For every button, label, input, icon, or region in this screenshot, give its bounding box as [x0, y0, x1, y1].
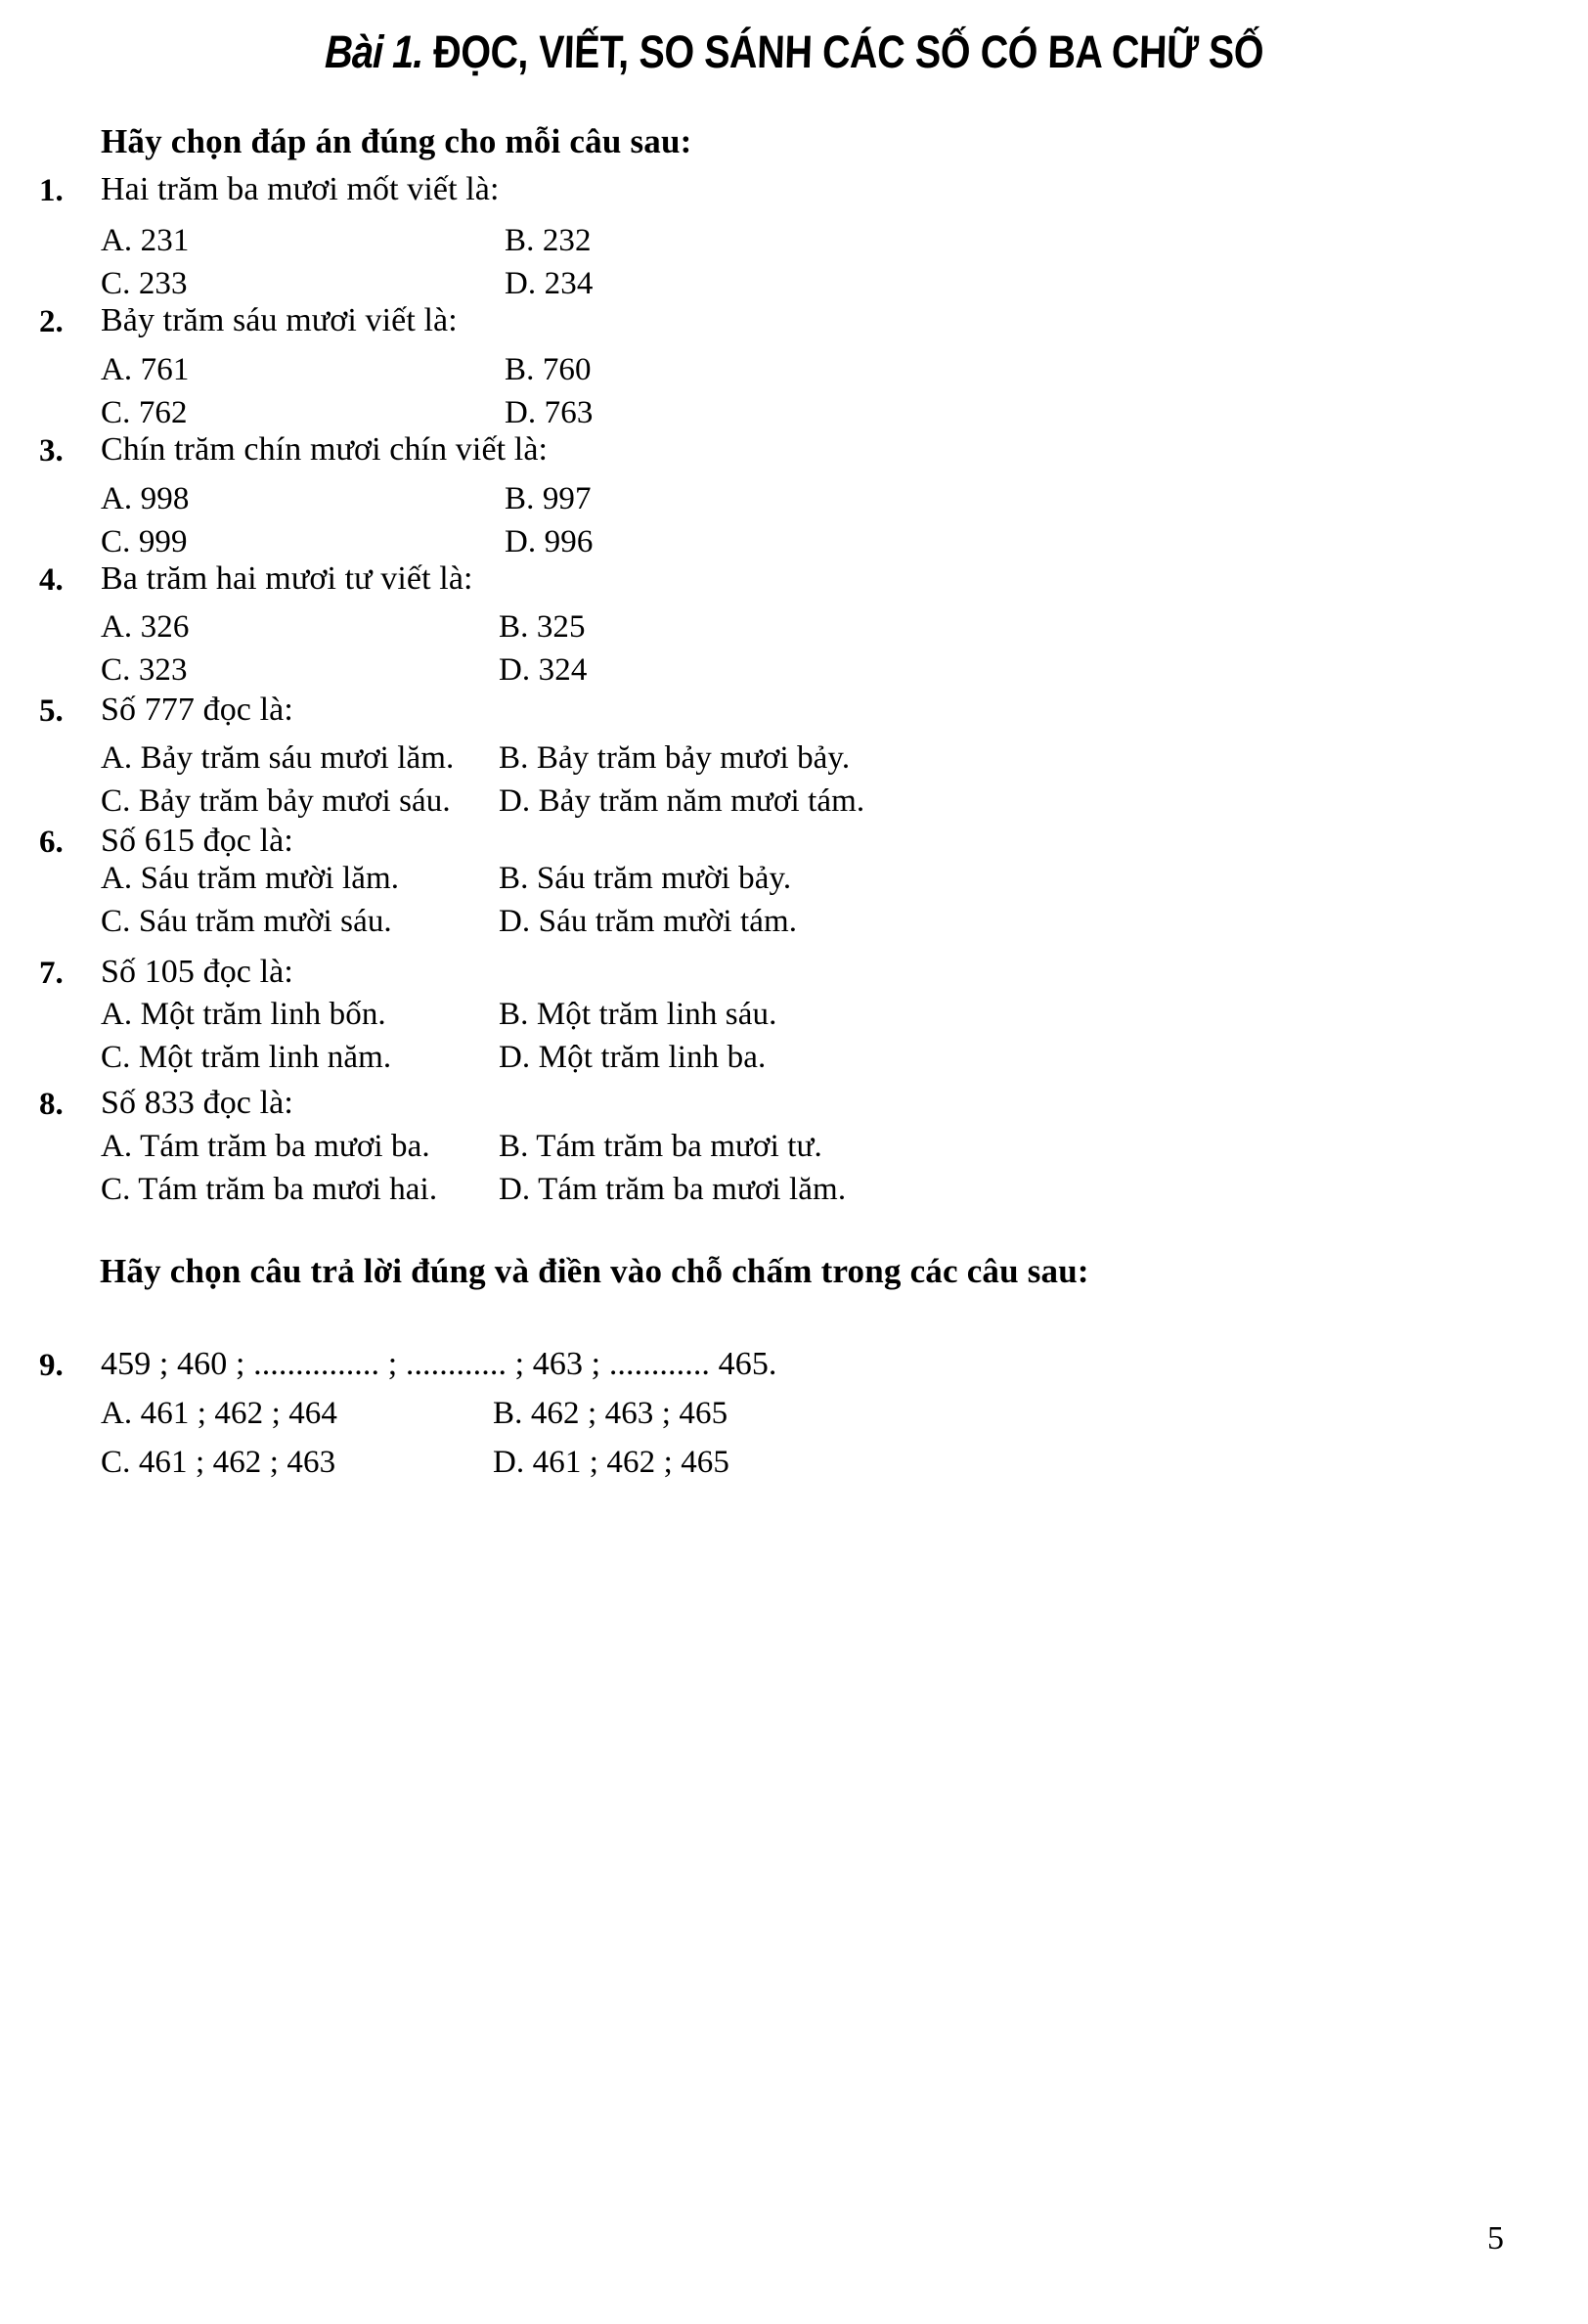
option-label: B. — [499, 1129, 529, 1164]
option-c[interactable] — [101, 652, 188, 689]
option-c[interactable] — [101, 524, 188, 560]
option-d[interactable] — [499, 652, 587, 689]
option-label: B. — [499, 740, 529, 776]
option-b[interactable] — [499, 609, 586, 646]
option-value: 997 — [542, 481, 592, 516]
question-number: 7. — [39, 956, 64, 991]
option-value: Tám trăm ba mươi ba. — [140, 1129, 430, 1164]
option-value: 996 — [544, 524, 594, 559]
question-text: Chín trăm chín mươi chín viết là: — [101, 431, 549, 468]
option-value: 763 — [544, 395, 594, 430]
option-value: 326 — [140, 609, 190, 645]
option-a[interactable] — [101, 481, 189, 517]
option-label: D. — [493, 1445, 525, 1480]
option-value: 461 ; 462 ; 464 — [140, 1396, 337, 1431]
option-value: Một trăm linh bốn. — [140, 997, 386, 1032]
question-text: Số 833 đọc là: — [101, 1085, 293, 1121]
option-label: A. — [101, 609, 133, 645]
option-label: B. — [499, 609, 529, 645]
option-c[interactable] — [101, 395, 188, 431]
option-label: B. — [505, 223, 535, 258]
option-c[interactable] — [101, 266, 188, 302]
option-value: Một trăm linh sáu. — [536, 997, 777, 1032]
option-value: Tám trăm ba mươi hai. — [138, 1172, 438, 1207]
question-text: Số 615 đọc là: — [101, 823, 293, 859]
page-title — [0, 27, 1588, 75]
option-value: Bảy trăm năm mươi tám. — [538, 783, 865, 819]
question-text: Số 777 đọc là: — [101, 692, 293, 728]
question-number: 4. — [39, 562, 64, 598]
option-label: D. — [499, 1172, 531, 1207]
option-label: A. — [101, 223, 133, 258]
page-title-text — [324, 27, 1263, 75]
lesson-label: Bài 1. — [324, 25, 424, 77]
option-value: 999 — [138, 524, 188, 559]
option-label: C. — [101, 904, 131, 939]
option-c[interactable] — [101, 904, 392, 940]
option-label: A. — [101, 997, 133, 1032]
option-b[interactable] — [499, 997, 776, 1033]
option-value: Tám trăm ba mươi lăm. — [538, 1172, 847, 1207]
option-label: A. — [101, 1129, 133, 1164]
question-number: 1. — [39, 173, 64, 208]
option-label: C. — [101, 1172, 131, 1207]
option-value: Bảy trăm sáu mươi lăm. — [140, 740, 455, 776]
option-label: D. — [499, 904, 531, 939]
option-a[interactable] — [101, 352, 189, 388]
option-value: Sáu trăm mười tám. — [538, 904, 798, 939]
option-a[interactable] — [101, 997, 386, 1033]
option-d[interactable] — [499, 1172, 846, 1208]
section2-instruction: Hãy chọn câu trả lời đúng và điền vào chỗ chấm trong các câu sau: — [100, 1252, 1089, 1290]
option-value: Sáu trăm mười sáu. — [138, 904, 392, 939]
option-label: B. — [499, 997, 529, 1032]
option-label: A. — [101, 740, 133, 776]
option-label: B. — [505, 481, 535, 516]
option-a[interactable] — [101, 609, 189, 646]
option-d[interactable] — [493, 1445, 729, 1481]
option-value: 760 — [542, 352, 592, 387]
option-d[interactable] — [499, 783, 864, 820]
question-number: 6. — [39, 825, 64, 860]
option-label: C. — [101, 266, 131, 301]
option-value: 233 — [138, 266, 188, 301]
option-label: D. — [505, 266, 537, 301]
option-label: C. — [101, 1040, 131, 1075]
option-label: D. — [505, 524, 537, 559]
option-b[interactable] — [499, 1129, 822, 1165]
option-value: 998 — [140, 481, 190, 516]
option-value: Một trăm linh năm. — [138, 1040, 392, 1075]
option-value: 231 — [140, 223, 190, 258]
option-value: 762 — [138, 395, 188, 430]
option-value: 461 ; 462 ; 465 — [532, 1445, 729, 1480]
option-value: 234 — [544, 266, 594, 301]
option-label: C. — [101, 524, 131, 559]
option-label: B. — [493, 1396, 523, 1431]
question-number: 3. — [39, 433, 64, 469]
option-label: B. — [499, 861, 529, 896]
option-value: Tám trăm ba mươi tư. — [536, 1129, 822, 1164]
option-label: C. — [101, 652, 131, 688]
option-b[interactable] — [493, 1396, 728, 1432]
lesson-heading: ĐỌC, VIẾT, SO SÁNH CÁC SỐ CÓ BA CHỮ SỐ — [432, 25, 1264, 77]
option-value: 461 ; 462 ; 463 — [138, 1445, 336, 1480]
option-b[interactable] — [499, 861, 791, 897]
option-value: 323 — [138, 652, 188, 688]
question-number: 5. — [39, 693, 64, 729]
question-text: Bảy trăm sáu mươi viết là: — [101, 302, 458, 338]
option-b[interactable] — [505, 223, 592, 259]
option-c[interactable] — [101, 783, 451, 820]
option-a[interactable] — [101, 1129, 430, 1165]
option-a[interactable] — [101, 740, 454, 777]
option-a[interactable] — [101, 861, 399, 897]
option-label: B. — [505, 352, 535, 387]
option-value: Bảy trăm bảy mươi bảy. — [536, 740, 851, 776]
option-value: Sáu trăm mười lăm. — [140, 861, 400, 896]
option-c[interactable] — [101, 1445, 335, 1481]
option-a[interactable] — [101, 223, 189, 259]
option-label: C. — [101, 783, 131, 819]
question-number: 8. — [39, 1087, 64, 1122]
question-text: 459 ; 460 ; ............... ; ............ ; 463 ; ............ 465. — [101, 1346, 777, 1382]
option-label: D. — [505, 395, 537, 430]
option-label: D. — [499, 1040, 531, 1075]
option-d[interactable] — [499, 1040, 766, 1076]
question-text: Số 105 đọc là: — [101, 954, 293, 990]
option-d[interactable] — [505, 524, 593, 560]
option-c[interactable] — [101, 1040, 391, 1076]
question-number: 9. — [39, 1348, 64, 1383]
option-d[interactable] — [505, 395, 593, 431]
option-b[interactable] — [499, 740, 850, 777]
option-value: Bảy trăm bảy mươi sáu. — [138, 783, 451, 819]
option-b[interactable] — [505, 481, 592, 517]
option-value: 325 — [536, 609, 586, 645]
option-value: 761 — [140, 352, 190, 387]
option-d[interactable] — [499, 904, 797, 940]
page-number: 5 — [1487, 2220, 1504, 2257]
option-b[interactable] — [505, 352, 592, 388]
section1-instruction: Hãy chọn đáp án đúng cho mỗi câu sau: — [101, 122, 692, 160]
option-label: D. — [499, 783, 531, 819]
option-value: 232 — [542, 223, 592, 258]
option-label: D. — [499, 652, 531, 688]
option-label: C. — [101, 1445, 131, 1480]
option-value: 462 ; 463 ; 465 — [530, 1396, 728, 1431]
question-text: Hai trăm ba mươi mốt viết là: — [101, 171, 500, 207]
option-c[interactable] — [101, 1172, 437, 1208]
option-a[interactable] — [101, 1396, 337, 1432]
option-d[interactable] — [505, 266, 593, 302]
option-label: A. — [101, 481, 133, 516]
option-value: Một trăm linh ba. — [538, 1040, 767, 1075]
option-label: A. — [101, 1396, 133, 1431]
option-label: C. — [101, 395, 131, 430]
option-label: A. — [101, 861, 133, 896]
question-number: 2. — [39, 304, 64, 339]
option-value: 324 — [538, 652, 588, 688]
option-label: A. — [101, 352, 133, 387]
option-value: Sáu trăm mười bảy. — [536, 861, 792, 896]
question-text: Ba trăm hai mươi tư viết là: — [101, 560, 473, 597]
